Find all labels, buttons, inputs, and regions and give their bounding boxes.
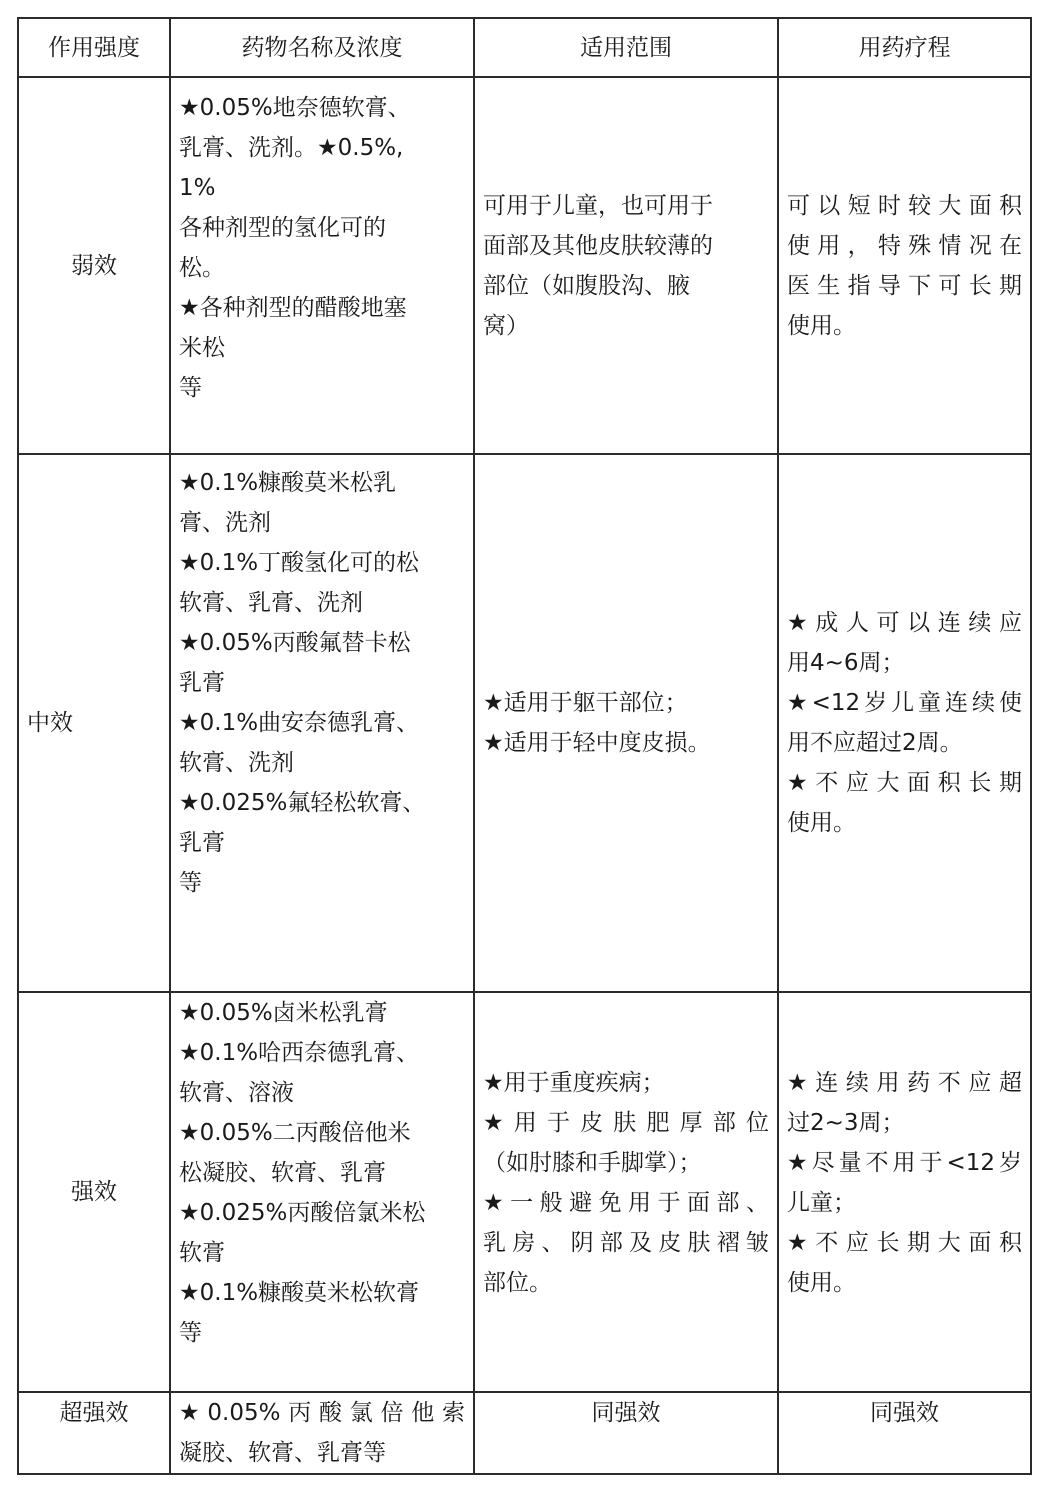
course-line: 同强效 xyxy=(870,1400,939,1426)
drug-line: ★0.05%二丙酸倍他米 xyxy=(179,1120,411,1146)
drug-line: 松凝胶、软膏、乳膏 xyxy=(179,1160,386,1186)
drug-line: 1% xyxy=(179,175,216,201)
course-line: ★尽量不用于<12岁 xyxy=(787,1150,1022,1176)
header-strength: 作用强度 xyxy=(18,18,170,77)
drug-line: ★0.1%糠酸莫米松软膏 xyxy=(179,1280,420,1306)
scope-line: 窝） xyxy=(483,312,529,339)
scope-line: ★适用于轻中度皮损。 xyxy=(483,730,711,756)
scope-line: 部位。 xyxy=(483,1270,552,1296)
course-line: ★不应长期大面积 xyxy=(787,1230,1022,1256)
drug-line: ★0.05%地奈德软膏、 xyxy=(179,95,411,121)
drug-line: ★0.1%糠酸莫米松乳 xyxy=(179,470,397,496)
drug-line: 膏、洗剂 xyxy=(179,510,271,536)
scope-cell xyxy=(474,992,778,1392)
scope-line: （如肘膝和手脚掌）； xyxy=(483,1150,702,1176)
drug-line: 等 xyxy=(179,1320,202,1346)
course-line: 用4~6周； xyxy=(787,650,905,676)
drug-line: 乳膏、洗剂。★0.5%, xyxy=(179,135,404,161)
drug-line: ★0.025%丙酸倍氯米松 xyxy=(179,1200,426,1226)
course-line: 使用。 xyxy=(787,312,856,339)
course-line: ★<12岁儿童连续使 xyxy=(787,690,1022,716)
drug-line: 松。 xyxy=(179,255,225,281)
drug-cell xyxy=(170,992,474,1392)
drug-line: 乳膏 xyxy=(179,830,225,856)
course-line: ★不应大面积长期 xyxy=(787,770,1022,796)
drug-line: 软膏、溶液 xyxy=(179,1080,294,1106)
header-row xyxy=(18,18,1031,77)
drug-line: ★0.1%曲安奈德乳膏、 xyxy=(179,710,420,736)
scope-cell xyxy=(474,454,778,992)
table-row-weak xyxy=(18,77,1031,454)
drug-line: ★0.025%氟轻松软膏、 xyxy=(179,790,426,816)
course-line: 儿童； xyxy=(787,1190,856,1216)
header-scope: 适用范围 xyxy=(474,18,778,77)
course-cell xyxy=(778,1392,1031,1474)
scope-line: 部位（如腹股沟、腋 xyxy=(483,272,690,299)
drug-line: ★0.05%丙酸氯倍他索 xyxy=(179,1400,465,1426)
course-line: 使用。 xyxy=(787,810,856,836)
scope-cell xyxy=(474,1392,778,1474)
drug-line: 等 xyxy=(179,870,202,896)
strength-cell: 弱效 xyxy=(18,77,170,454)
table-row-medium xyxy=(18,454,1031,992)
drug-line: 等 xyxy=(179,375,202,401)
scope-line: 可用于儿童，也可用于 xyxy=(483,192,713,219)
drug-line: 凝胶、软膏、乳膏等 xyxy=(179,1440,386,1466)
course-line: 可以短时较大面积 xyxy=(787,192,1022,219)
scope-cell xyxy=(474,77,778,454)
drug-line: 软膏 xyxy=(179,1240,225,1266)
course-line: 使用。 xyxy=(787,1270,856,1296)
table-row-strong xyxy=(18,992,1031,1392)
scope-line: 面部及其他皮肤较薄的 xyxy=(483,232,713,259)
header-course: 用药疗程 xyxy=(778,18,1031,77)
drug-cell xyxy=(170,454,474,992)
course-line: 用不应超过2周。 xyxy=(787,730,963,756)
scope-line: 同强效 xyxy=(591,1400,661,1426)
drug-cell xyxy=(170,77,474,454)
drug-line: ★0.05%丙酸氟替卡松 xyxy=(179,630,411,656)
course-cell xyxy=(778,992,1031,1392)
drug-line: 乳膏 xyxy=(179,670,225,696)
drug-line: 米松 xyxy=(179,335,225,361)
scope-line: ★用于重度疾病； xyxy=(483,1070,665,1096)
course-line: 过2~3周； xyxy=(787,1110,905,1136)
drug-line: 各种剂型的氢化可的 xyxy=(179,215,386,241)
scope-line: 乳房、阴部及皮肤褶皱 xyxy=(483,1230,769,1256)
course-cell xyxy=(778,454,1031,992)
scope-line: ★一般避免用于面部、 xyxy=(483,1190,769,1216)
header-drug-name: 药物名称及浓度 xyxy=(170,18,474,77)
course-line: ★成人可以连续应 xyxy=(787,610,1022,636)
steroid-potency-table xyxy=(17,17,1032,1475)
strength-cell: 中效 xyxy=(18,454,170,992)
scope-line: ★适用于躯干部位； xyxy=(483,690,688,716)
course-cell xyxy=(778,77,1031,454)
scope-line: ★用于皮肤肥厚部位 xyxy=(483,1110,769,1136)
table-row-super-strong xyxy=(18,1392,1031,1474)
drug-line: ★各种剂型的醋酸地塞 xyxy=(179,295,407,321)
drug-line: ★0.1%哈西奈德乳膏、 xyxy=(179,1040,420,1066)
course-line: 使用，特殊情况在 xyxy=(787,232,1022,259)
drug-line: ★0.05%卤米松乳膏 xyxy=(179,1000,388,1026)
drug-cell xyxy=(170,1392,474,1474)
strength-cell: 强效 xyxy=(18,992,170,1392)
drug-line: 软膏、乳膏、洗剂 xyxy=(179,590,363,616)
course-line: ★连续用药不应超 xyxy=(787,1070,1022,1096)
drug-line: 软膏、洗剂 xyxy=(179,750,294,776)
drug-line: ★0.1%丁酸氢化可的松 xyxy=(179,550,420,576)
strength-cell: 超强效 xyxy=(18,1392,170,1474)
course-line: 医生指导下可长期 xyxy=(787,272,1022,299)
